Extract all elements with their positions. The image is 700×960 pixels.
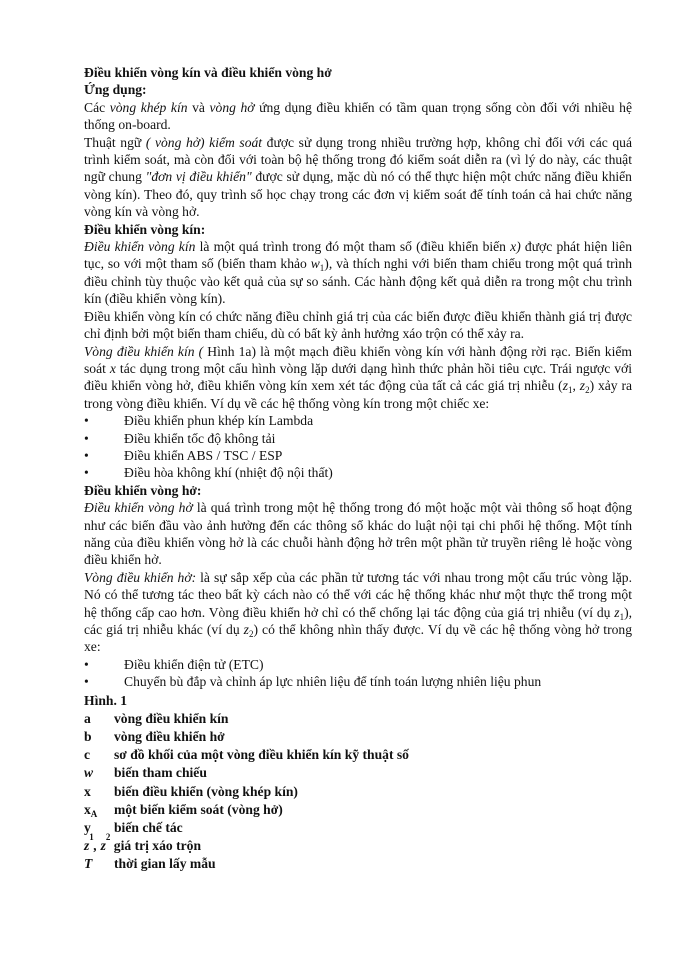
paragraph-ung-dung-1: Các vòng khép kín và vòng hở ứng dụng điều khiển có tầm quan trọng sống còn đối với nhiều hệ thống on-board. — [84, 99, 632, 133]
legend-row: z 1 , z 2 giá trị xáo trộn — [84, 832, 202, 854]
list-item: • Điều hòa không khí (nhiệt độ nội thất) — [84, 465, 333, 481]
paragraph-vong-kin-2: Điều khiển vòng kín có chức năng điều chỉnh giá trị của các biến được điều khiển thành giá trị được chỉ định bởi một biến tham chiếu, dù có bất kỳ ảnh hưởng xáo trộn có thể xảy ra. — [84, 308, 632, 342]
bullet-icon: • — [84, 430, 89, 446]
bullet-icon: • — [84, 447, 89, 463]
bullet-list-vong-kin — [84, 412, 632, 482]
figure-legend — [84, 692, 632, 874]
legend-row: b vòng điều khiển hở — [84, 729, 225, 745]
legend-row: c sơ đồ khối của một vòng điều khiển kín kỹ thuật số — [84, 747, 409, 763]
document-page — [84, 64, 632, 874]
list-item: • Điều khiển điện tử (ETC) — [84, 656, 264, 672]
section-heading-ung-dung: Ứng dụng: — [84, 82, 147, 98]
document-title: Điều khiển vòng kín và điều khiển vòng hở — [84, 65, 332, 80]
paragraph-ung-dung-2: Thuật ngữ ( vòng hở) kiểm soát được sử dụng trong nhiều trường hợp, không chỉ đối với các quá trình kiểm soát, mà còn đối với toàn bộ hệ thống trong đó kiểm soát diễn ra (vì lý do này, các thuật ngữ chung "đơn vị điều khiển" được sử dụng, mặc dù nó có thể thực hiện một chức năng điều khiển vòng kín). Theo đó, quy trình số học chạy trong các đơn vị kiểm soát để tính toán cả hai chức năng vòng kín và vòng hở. — [84, 134, 632, 220]
bullet-list-vong-ho — [84, 656, 632, 691]
section-heading-vong-ho: Điều khiển vòng hở: — [84, 482, 202, 498]
bullet-icon: • — [84, 413, 89, 429]
legend-row: x biến điều khiển (vòng khép kín) — [84, 783, 298, 799]
paragraph-vong-kin-3: Vòng điều khiển kín ( Hình 1a) là một mạch điều khiển vòng kín với hành động rời rạc. Biến kiểm soát x tác dụng trong một cấu hình vòng lặp dưới dạng hình thức phản hồi tiêu cực. Trái ngược với điều khiển vòng hở, điều khiển vòng kín xem xét tác động của tất cả các giá trị nhiễu ($z_1$, $z_2$) xảy ra trong vòng điều khiển. Ví dụ về các hệ thống vòng kín trong một chiếc xe: — [84, 343, 633, 411]
legend-row: a vòng điều khiển kín — [84, 710, 229, 726]
paragraph-vong-kin-1: Điều khiển vòng kín là một quá trình trong đó một tham số (điều khiển biến x) được phát hiện liên tục, so với một tham số (biến tham khảo $w_1$), và thích nghi với biến tham chiếu trong một quá trình điều chỉnh tùy thuộc vào kết quả của sự so sánh. Các hành động kết quả diễn ra trong một chu trình kín (điều khiển vòng kín). — [84, 239, 632, 307]
paragraph-vong-ho-1: Điều khiển vòng hở là quá trình trong một hệ thống trong đó một hoặc một vài thông số hoạt động như các biến đầu vào ảnh hưởng đến các thông số khác do luật nội tại chi phối hệ thống. Một tính năng của điều khiển vòng hở là các chuỗi hành động hở trên một phần tử truyền riêng lẻ hoặc vòng điều khiển hở. — [84, 500, 632, 568]
bullet-icon: • — [84, 465, 89, 481]
list-item: • Điều khiển phun khép kín Lambda — [84, 413, 314, 429]
list-item: • Điều khiển ABS / TSC / ESP — [84, 447, 283, 463]
legend-row: T thời gian lấy mẫu — [84, 856, 216, 872]
bullet-icon: • — [84, 656, 89, 672]
section-heading-vong-kin: Điều khiển vòng kín: — [84, 221, 206, 237]
legend-row: y biến chế tác — [84, 820, 183, 836]
figure-title: Hình. 1 — [84, 692, 128, 708]
paragraph-vong-ho-2: Vòng điều khiển hở: là sự sắp xếp của các phần tử tương tác với nhau trong một cấu trúc vòng lặp. Nó có thể tương tác theo bất kỳ cách nào có thể với các hệ thống khác như một thực thể trong một hệ thống cấp cao hơn. Vòng điều khiển hở chỉ có thể chống lại tác động của giá trị nhiễu (ví dụ $z_1$), các giá trị nhiễu khác (ví dụ $z_2$) có thể không nhìn thấy được. Ví dụ về các hệ thống vòng hở trong xe: — [84, 569, 632, 655]
bullet-icon: • — [84, 674, 89, 690]
list-item: • Điều khiển tốc độ không tải — [84, 430, 276, 446]
legend-row: $x_A$ một biến kiểm soát (vòng hở) — [84, 801, 283, 819]
list-item: • Chuyển bù đắp và chỉnh áp lực nhiên liệu để tính toán lượng nhiên liệu phun — [84, 674, 542, 690]
legend-row: w biến tham chiếu — [84, 765, 207, 781]
